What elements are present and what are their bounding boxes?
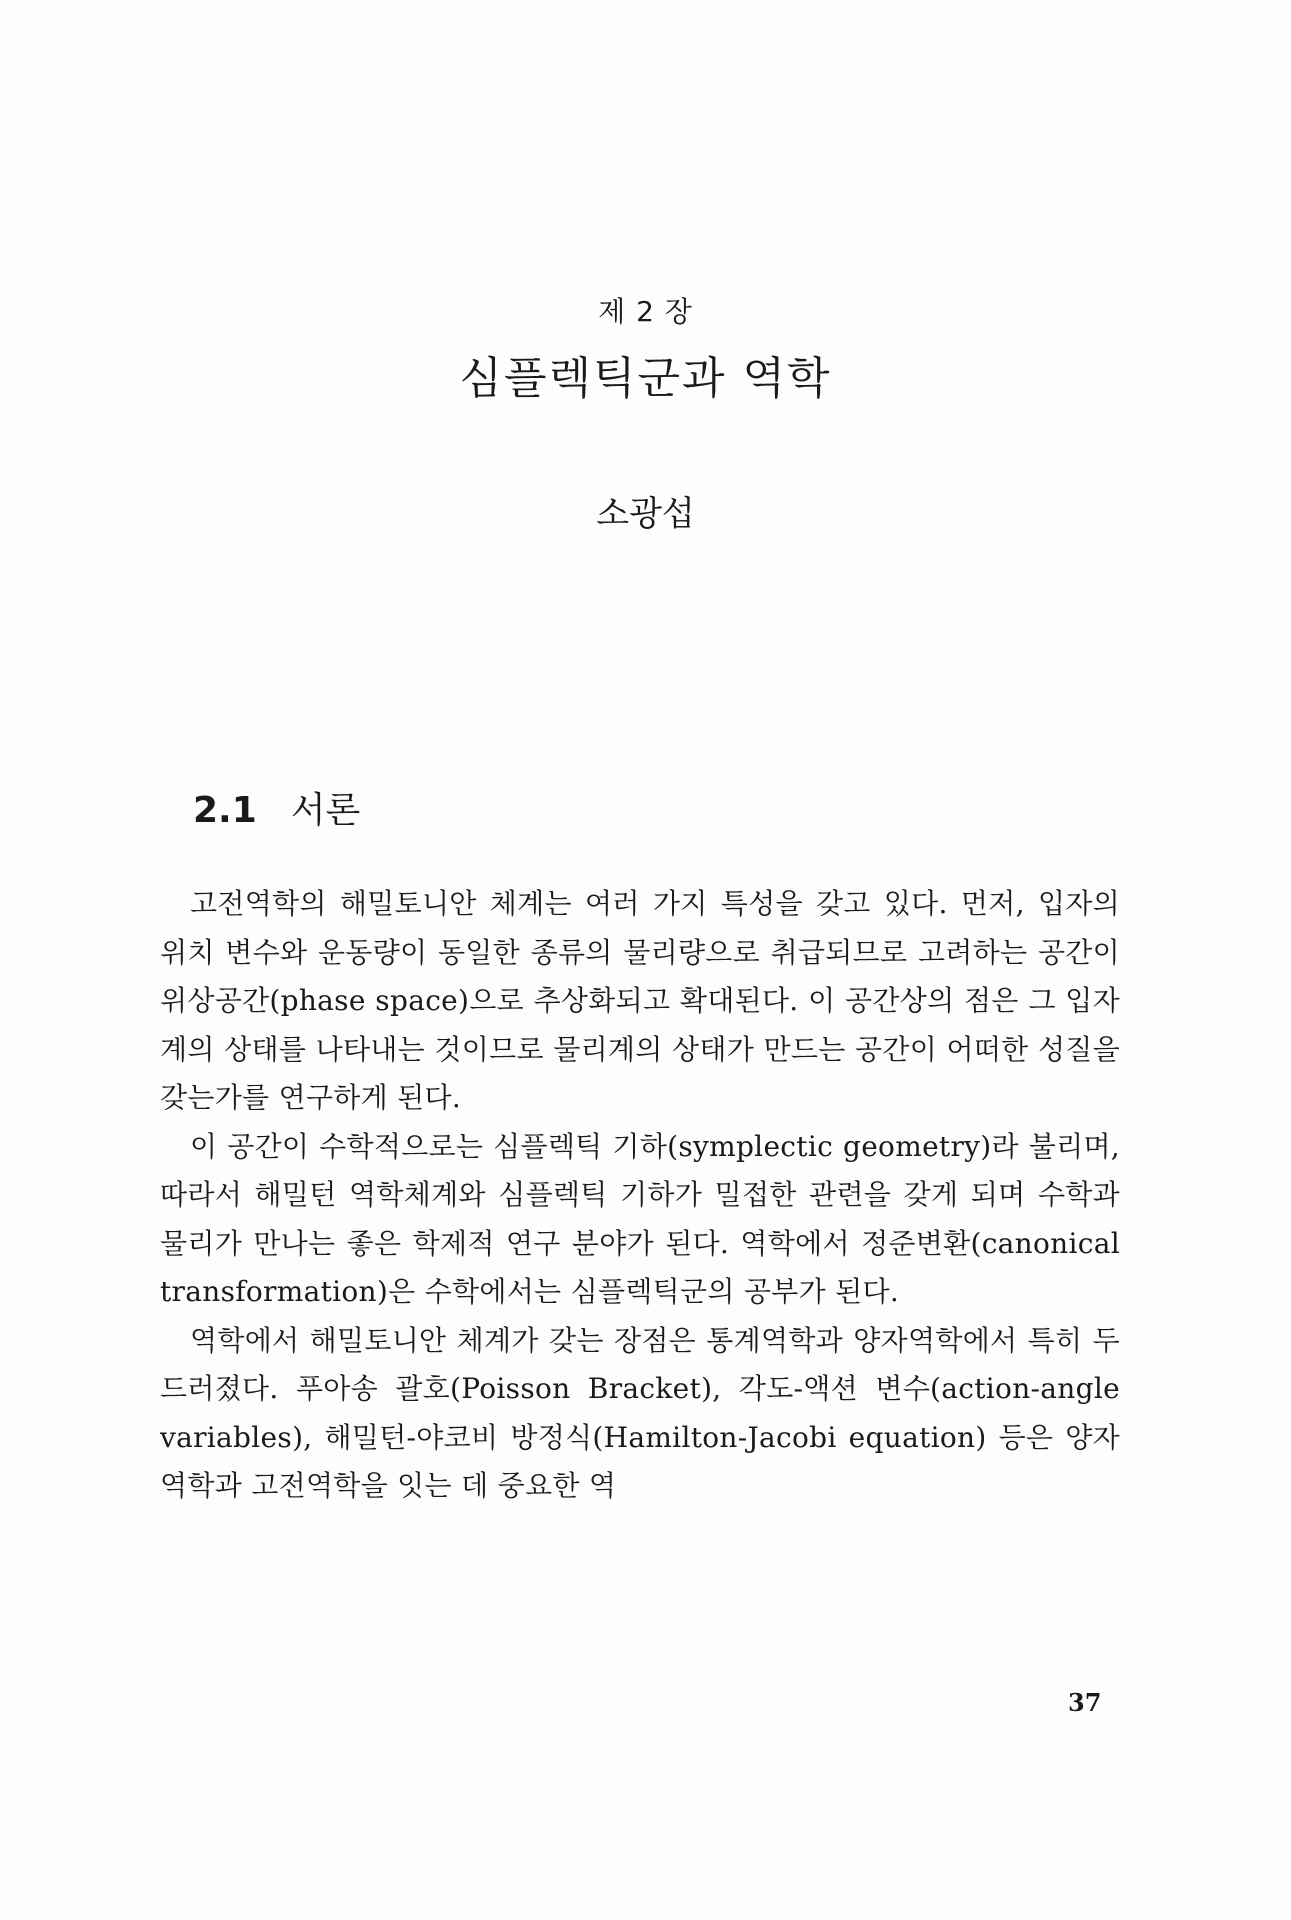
author-name: 소광섭 [596, 494, 695, 534]
paragraph: 고전역학의 해밀토니안 체계는 여러 가지 특성을 갖고 있다. 먼저, 입자의 위치 변수와 운동량이 동일한 종류의 물리량으로 취급되므로 고려하는 공간이 위상공간(phase space)으로 추상화되고 확대된다. 이 공간상의 점은 그 입자계의 상태를 나타내는 것이므로 물리계의 상태가 만드는 공간이 어떠한 성질을 갖는가를 연구하게 된다. [160, 887, 1120, 1114]
page-number: 37 [1068, 1688, 1102, 1717]
section-number: 2.1 [193, 790, 257, 831]
section-heading [193, 782, 360, 833]
section-title: 서론 [290, 790, 361, 831]
chapter-title: 심플렉틱군과 역학 [459, 353, 832, 404]
paragraph: 역학에서 해밀토니안 체계가 갖는 장점은 통계역학과 양자역학에서 특히 두드러졌다. 푸아송 괄호(Poisson Bracket), 각도-액션 변수(action-angle variables), 해밀턴-야코비 방정식(Hamilton-Jacobi equation) 등은 양자역학과 고전역학을 잇는 데 중요한 역 [160, 1323, 1120, 1502]
chapter-label: 제 2 장 [598, 295, 693, 328]
paragraph: 이 공간이 수학적으로는 심플렉틱 기하(symplectic geometry)라 불리며, 따라서 해밀턴 역학체계와 심플렉틱 기하가 밀접한 관련을 갖게 되며 수학과 물리가 만나는 좋은 학제적 연구 분야가 된다. 역학에서 정준변환(canonical transformation)은 수학에서는 심플렉틱군의 공부가 된다. [160, 1129, 1120, 1308]
body-text [160, 880, 1120, 1511]
